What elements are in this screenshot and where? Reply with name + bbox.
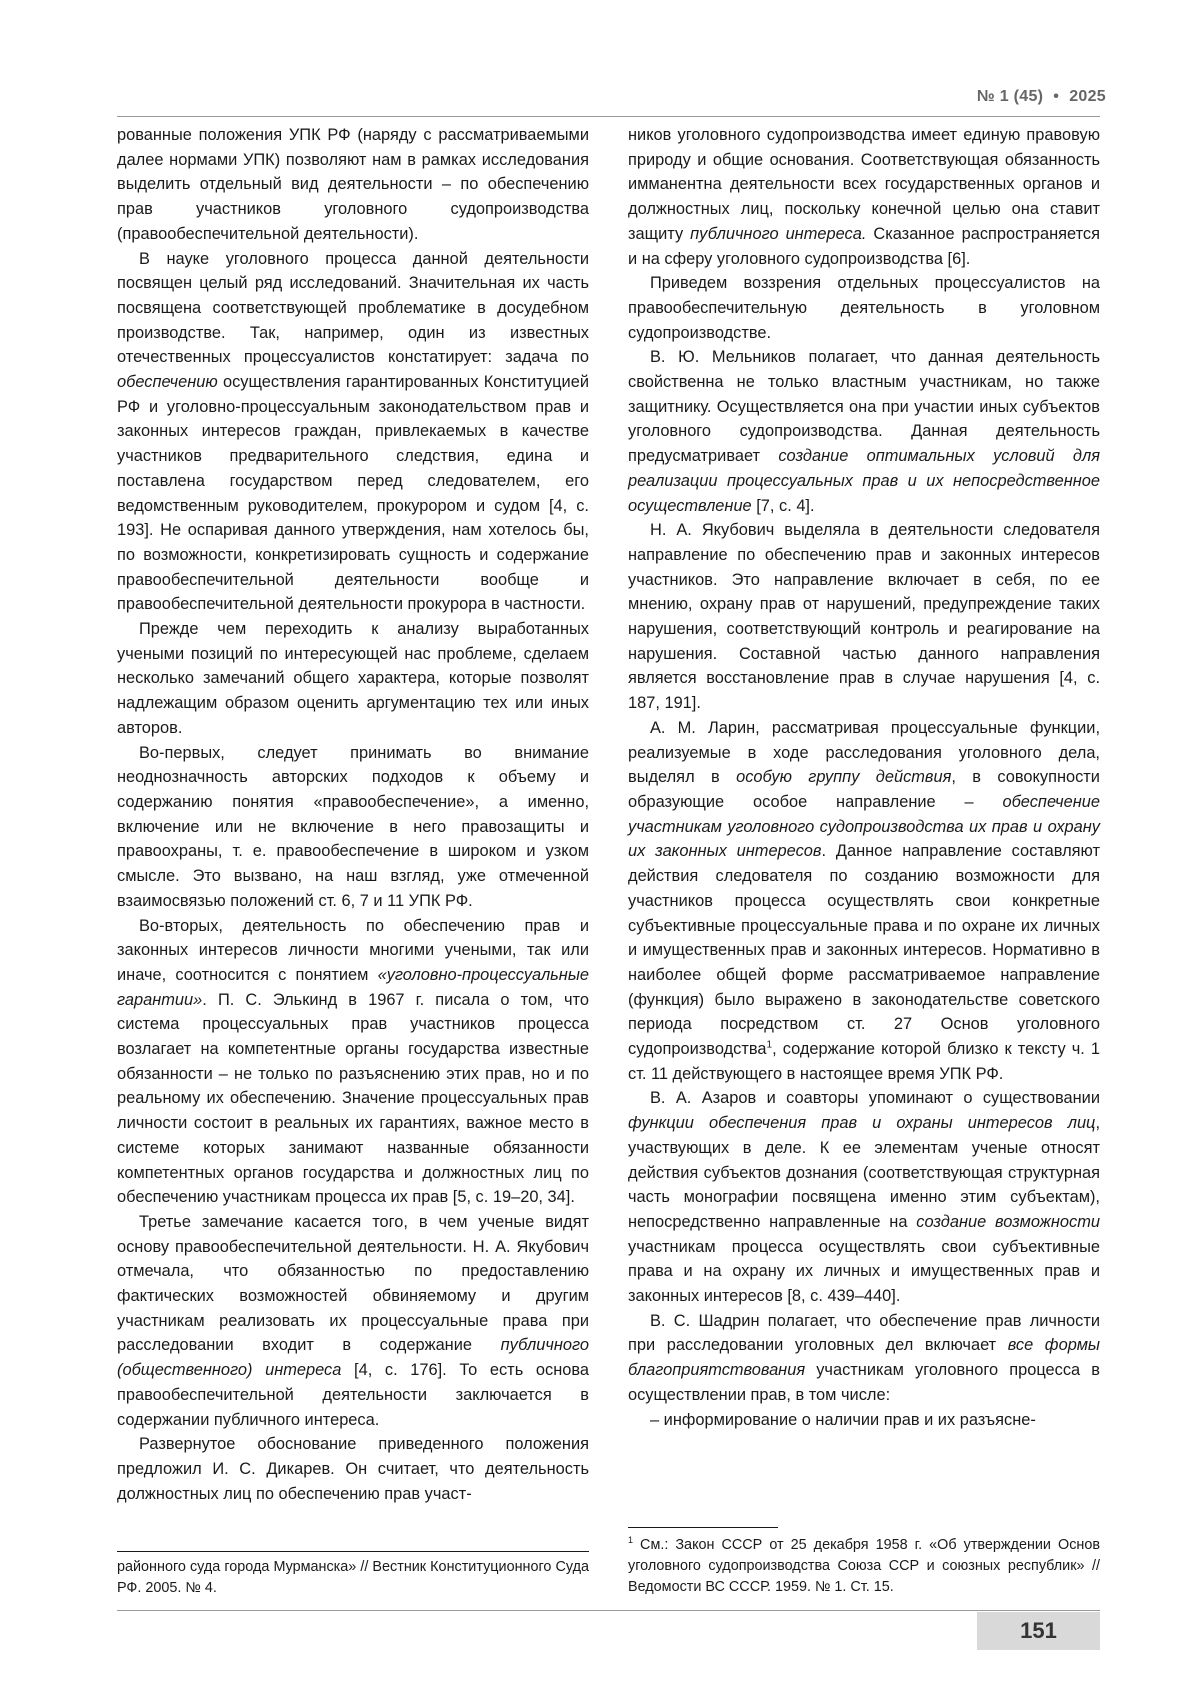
paragraph: Прежде чем переходить к анализу выработанных учеными позиций по интересующей нас проблеме, сделаем несколько замечаний общего характера, которые позволят надлежащим образом оценить аргументацию тех или иных авторов. [117,620,589,737]
paragraph: рованные положения УПК РФ (наряду с рассматриваемыми далее нормами УПК) позволяют нам в рамках исследования выделить отдельный вид деятельности – по обеспечению прав участников уголовного судопроизводства (правообеспечительной деятельности). [117,126,589,243]
paragraph: – информирование о наличии прав и их разъясне- [650,1410,1036,1429]
footnote-text: См.: Закон СССР от 25 декабря 1958 г. «Об утверждении Основ уголовного судопроизводства Союза ССР и союзных республик» // Ведомости ВС СССР. 1959. № 1. Ст. 15. [628,1537,1100,1595]
issue-number: № 1 (45) [976,88,1044,105]
paragraph: Развернутое обоснование приведенного положения предложил И. С. Дикарев. Он считает, что деятельность должностных лиц по обеспечению прав участ- [117,1435,589,1503]
footnote-rule [628,1527,778,1528]
paragraph: Во-первых, следует принимать во внимание неоднозначность авторских подходов к объему и содержанию понятия «правообеспечение», а именно, включение или не включение в него правозащиты и правоохраны, т. е. правообеспечение в широком и узком смысле. Это вызвано, на наш взгляд, уже отмеченной взаимосвязью положений ст. 6, 7 и 11 УПК РФ. [117,743,589,910]
paragraph: ников уголовного судопроизводства имеет единую правовую природу и общие основания. Соответствующая обязанность имманентна деятельности всех государственных органов и должностных лиц, поскольку конечной целью она ставит защиту публичного интереса. Сказанное распространяется и на сферу уголовного судопроизводства [6]. [628,126,1100,268]
footnote-continued: районного суда города Мурманска» // Вестник Конституционного Суда РФ. 2005. № 4. [117,1551,589,1599]
page-number: 151 [977,1612,1100,1650]
paragraph: Н. А. Якубович выделяла в деятельности следователя направление по обеспечению прав и законных интересов участников. Это направление включает в себя, по ее мнению, охрану прав от нарушений, предупреждение таких нарушения, соответствующий контроль и реагирование на нарушения. Составной частью данного направления является восстановление прав в случае нарушения [4, с. 187, 191]. [628,521,1100,713]
footnote [628,1535,1100,1598]
paragraph: А. М. Ларин, рассматривая процессуальные функции, реализуемые в ходе расследования уголовного дела, выделял в особую группу действия, в совокупности образующие особое направление – обеспечение участникам уголовного судопроизводства их прав и охрану их законных интересов. Данное направление составляют действия следователя по созданию возможности для участников процесса осуществлять свои конкретные субъективные процессуальные права и по охране их личных и имущественных прав и законных интересов. Нормативно в наиболее общей форме рассматриваемое направление (функция) было выражено в законодательстве советского периода посредством ст. 27 Основ уголовного судопроизводства$^1$, содержание которой близко к тексту ч. 1 ст. 11 действующего в настоящее время УПК РФ. [628,718,1100,1083]
paragraph: Третье замечание касается того, в чем ученые видят основу правообеспечительной деятельности. Н. А. Якубович отмечала, что обязанностью по предоставлению фактических возможностей обвиняемому и другим участникам реализовать их процессуальные права при расследовании входит в содержание публичного (общественного) интереса [4, с. 176]. То есть основа правообеспечительной деятельности заключается в содержании публичного интереса. [117,1212,589,1429]
paragraph: Во-вторых, деятельность по обеспечению прав и законных интересов личности многими учеными, так или иначе, соотносится с понятием «уголовно-процессуальные гарантии». П. С. Элькинд в 1967 г. писала о том, что система процессуальных прав участников процесса возлагает на компетентные органы государства известные обязанности – не только по разъяснению этих прав, но и по реальному их обеспечению. Значение процессуальных прав личности состоит в реальных их гарантиях, важное место в системе которых занимают названные обязанности компетентных органов государства и должностных лиц по обеспечению участникам процесса их прав [5, с. 19–20, 34]. [117,916,589,1207]
header-separator: • [1053,88,1060,105]
paragraph: В науке уголовного процесса данной деятельности посвящен целый ряд исследований. Значительная их часть посвящена соответствующей проблематике в досудебном производстве. Так, например, один из известных отечественных процессуалистов констатирует: задача по обеспечению осуществления гарантированных Конституцией РФ и уголовно-процессуальным законодательством прав и законных интересов граждан, привлекаемых в качестве участников предварительного следствия, едина и поставлена государством перед следователем, его ведомственным руководителем, прокурором и судом [4, с. 193]. Не оспаривая данного утверждения, нам хотелось бы, по возможности, конкретизировать сущность и содержание правообеспечительной деятельности вообще и правообеспечительной деятельности прокурора в частности. [117,249,589,614]
left-column [117,123,589,1506]
paragraph: В. С. Шадрин полагает, что обеспечение прав личности при расследовании уголовных дел включает все формы благоприятствования участникам уголовного процесса в осуществлении прав, в том числе: [628,1311,1100,1404]
running-header [977,88,1106,106]
paragraph: В. А. Азаров и соавторы упоминают о существовании функции обеспечения прав и охраны интересов лиц, участвующих в деле. К ее элементам ученые относят действия субъектов дознания (соответствующая структурная часть монографии посвящена именно этим субъектам), непосредственно направленные на создание возможности участникам процесса осуществлять свои субъективные права и на охрану их личных и имущественных прав и законных интересов [8, с. 439–440]. [628,1089,1100,1306]
footnote-reference[interactable]: 1 [766,1039,773,1051]
header-rule [117,116,1100,117]
footer-rule [117,1610,1100,1611]
issue-year: 2025 [1069,88,1106,105]
paragraph: Приведем воззрения отдельных процессуалистов на правообеспечительную деятельность в уголовном судопроизводстве. [628,274,1100,342]
paragraph: В. Ю. Мельников полагает, что данная деятельность свойственна не только властным участникам, но также защитнику. Осуществляется она при участии иных субъектов уголовного судопроизводства. Данная деятельность предусматривает создание оптимальных условий для реализации процессуальных прав и их непосредственное осуществление [7, с. 4]. [628,348,1100,515]
right-column [628,123,1100,1432]
footnote-mark: 1 [628,1535,634,1546]
